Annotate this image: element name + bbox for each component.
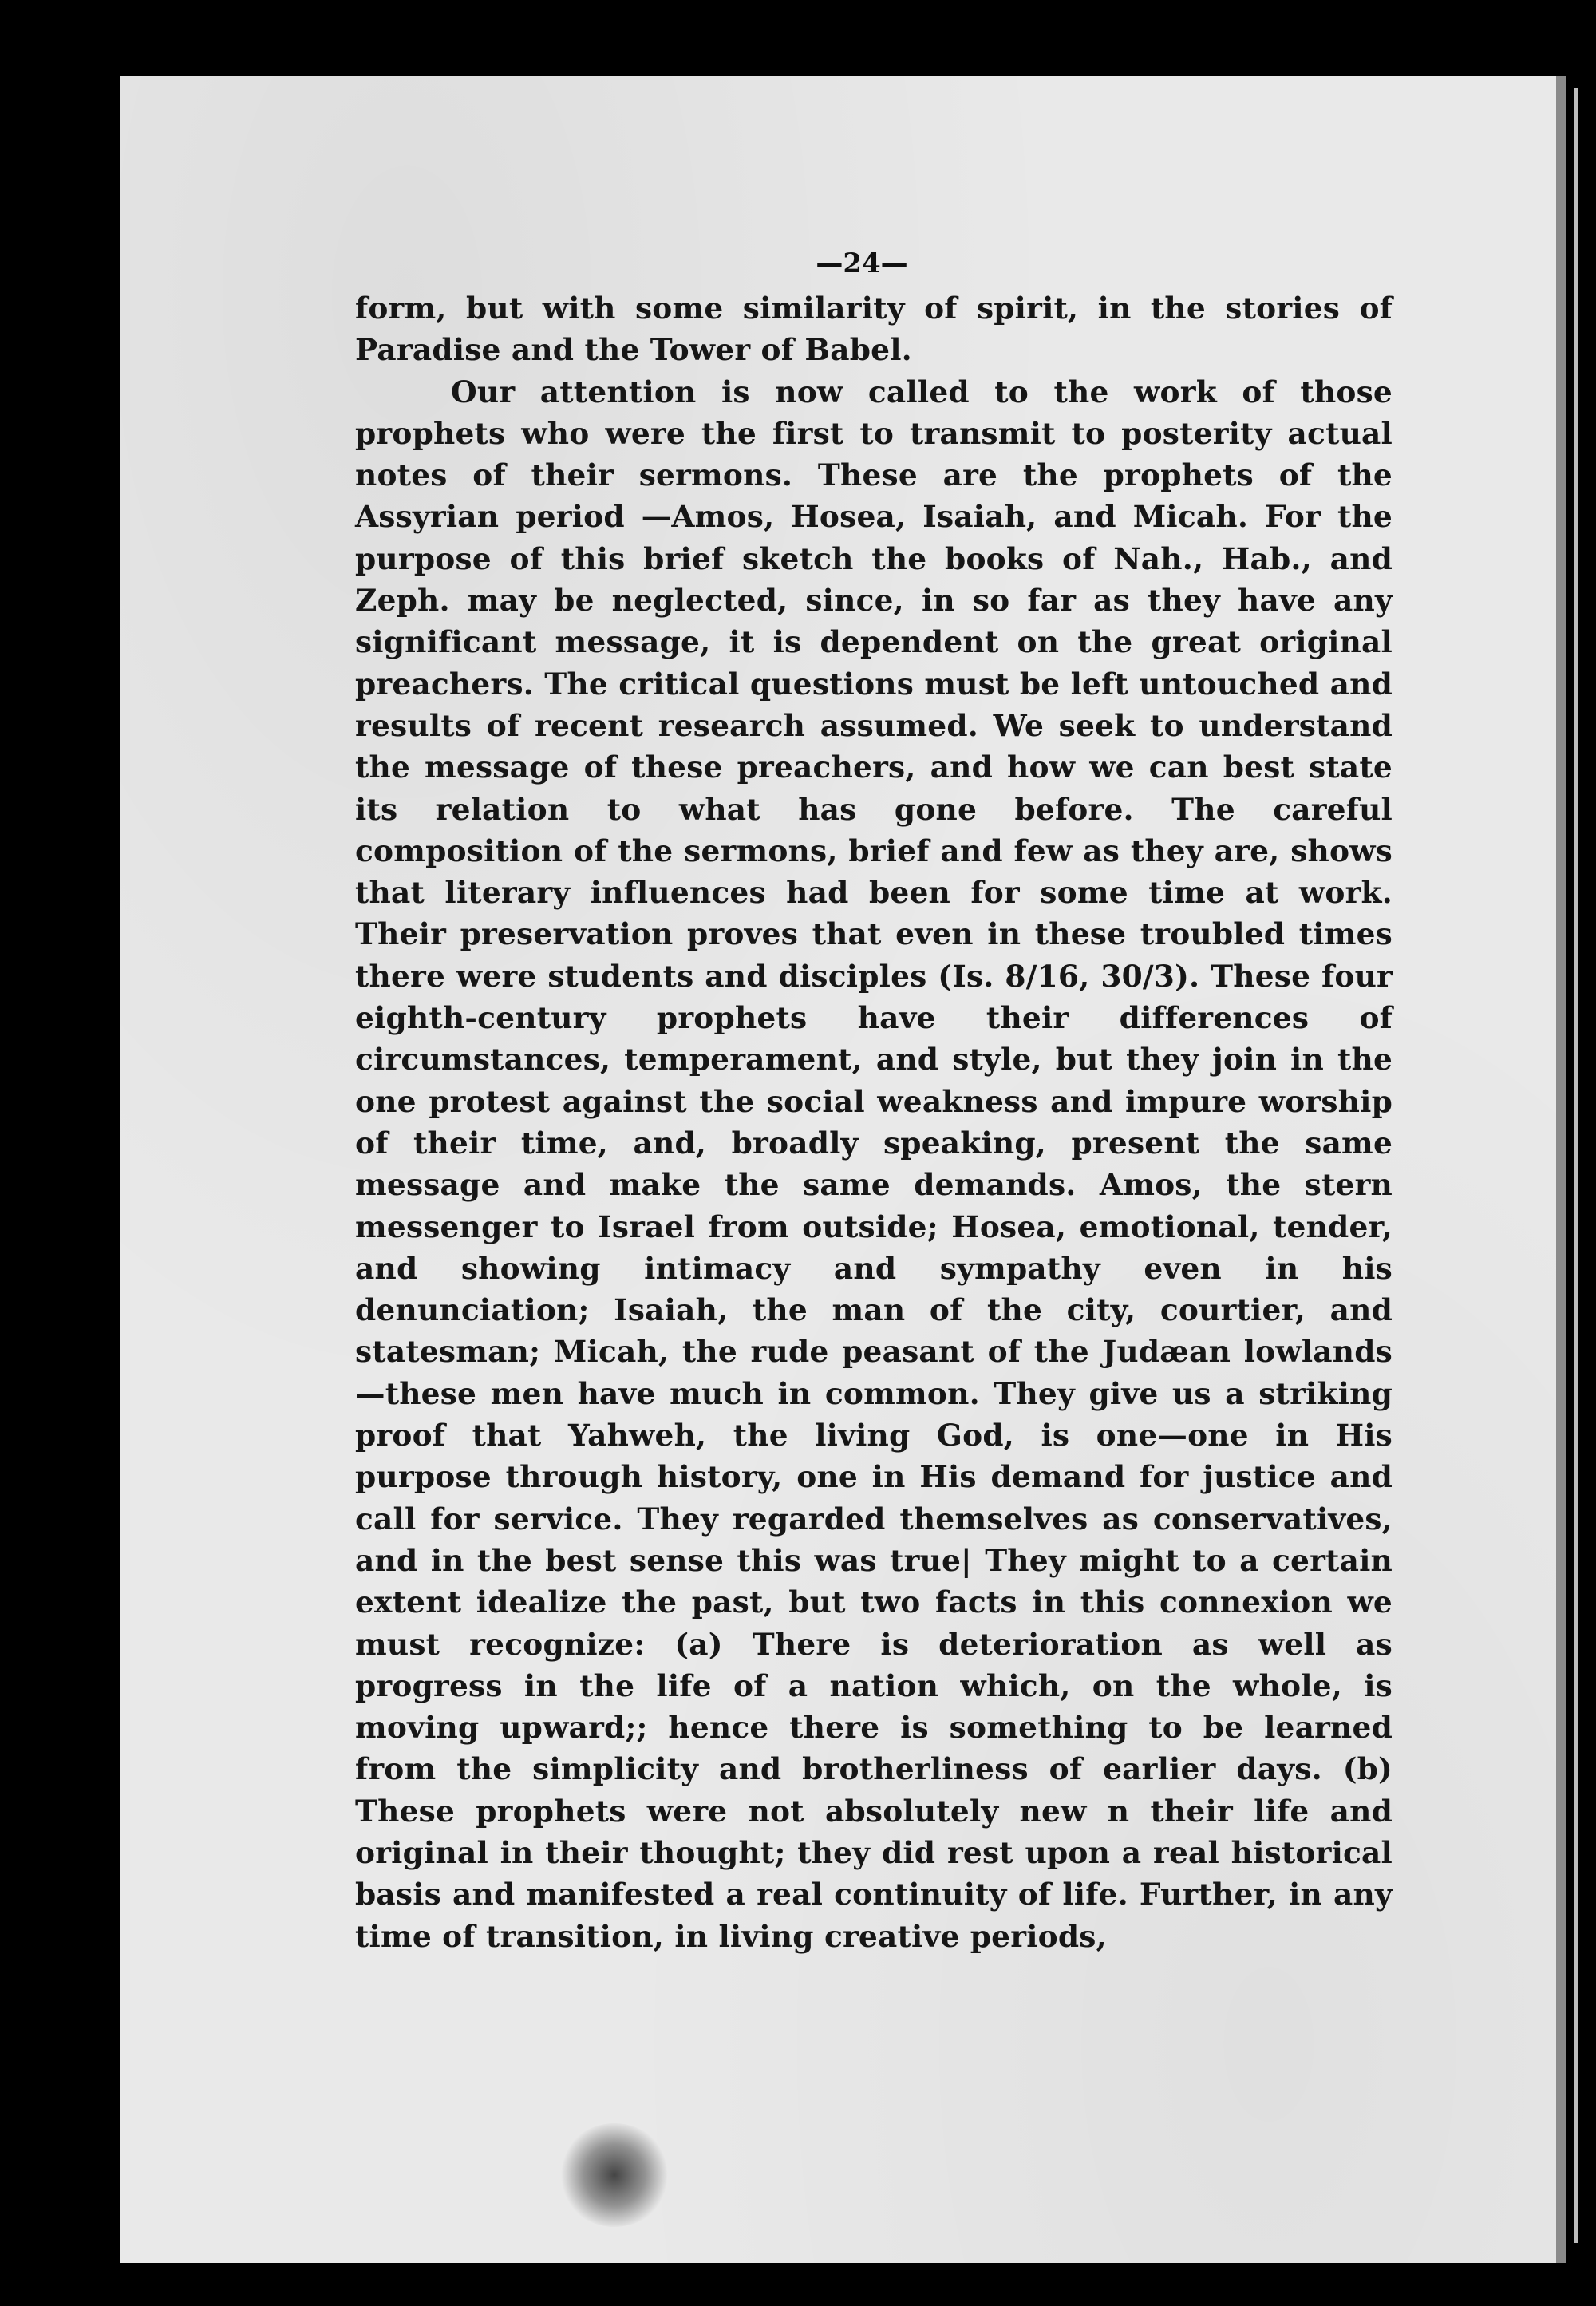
paragraph: Our attention is now called to the work of those prophets who were the first to transmit to posterity actual notes of their sermons. These are the prophets of the Assyrian period —Amos, Hosea, Isaiah, and Micah. For the purpose of this brief sketch the books of Nah., Hab., and Zeph. may be neglected, since, in so far as they have any significant message, it is dependent on the great original preachers. The critical questions must be left untouched and results of recent research assumed. We seek to understand the message of these preachers, and how we can best state its relation to what has gone before. The careful composition of the sermons, brief and few as they are, shows that literary influences had been for some time at work. Their preservation proves that even in these troubled times there were students and disciples (Is. 8/16, 30/3). These four eighth-century prophets have their differences of circumstances, temperament, and style, but they join in the one protest against the social weakness and impure worship of their time, and, broadly speaking, present the same message and make the same demands. Amos, the stern messenger to Israel from outside; Hosea, emotional, tender, and showing intimacy and sympathy even in his denunciation; Isaiah, the man of the city, courtier, and statesman; Micah, the rude peasant of the Judæan lowlands—these men have much in common. They give us a striking proof that Yahweh, the living God, is one—one in His purpose through history, one in His demand for justice and call for service. They regarded themselves as conservatives, and in the best sense this was true| They might to a certain extent idealize the past, but two facts in this connexion we must recognize: (a) There is deterioration as well as progress in the life of a nation which, on the whole, is moving upward;; hence there is something to be learned from the simplicity and brotherliness of earlier days. (b) These prophets were not absolutely new n their life and original in their thought; they did rest upon a real historical basis and manifested a real continuity of life. Further, in any time of transition, in living creative periods, <box>355 374 1393 1954</box>
page-edge <box>1556 76 1566 2263</box>
paragraph: form, but with some similarity of spirit, in the stories of Paradise and the Tower of Babel. <box>355 291 1393 368</box>
ink-smudge <box>559 2123 670 2227</box>
body-text <box>355 287 1393 1957</box>
page-edge-shadow <box>1574 88 1578 2243</box>
page-number: —24— <box>816 247 908 279</box>
